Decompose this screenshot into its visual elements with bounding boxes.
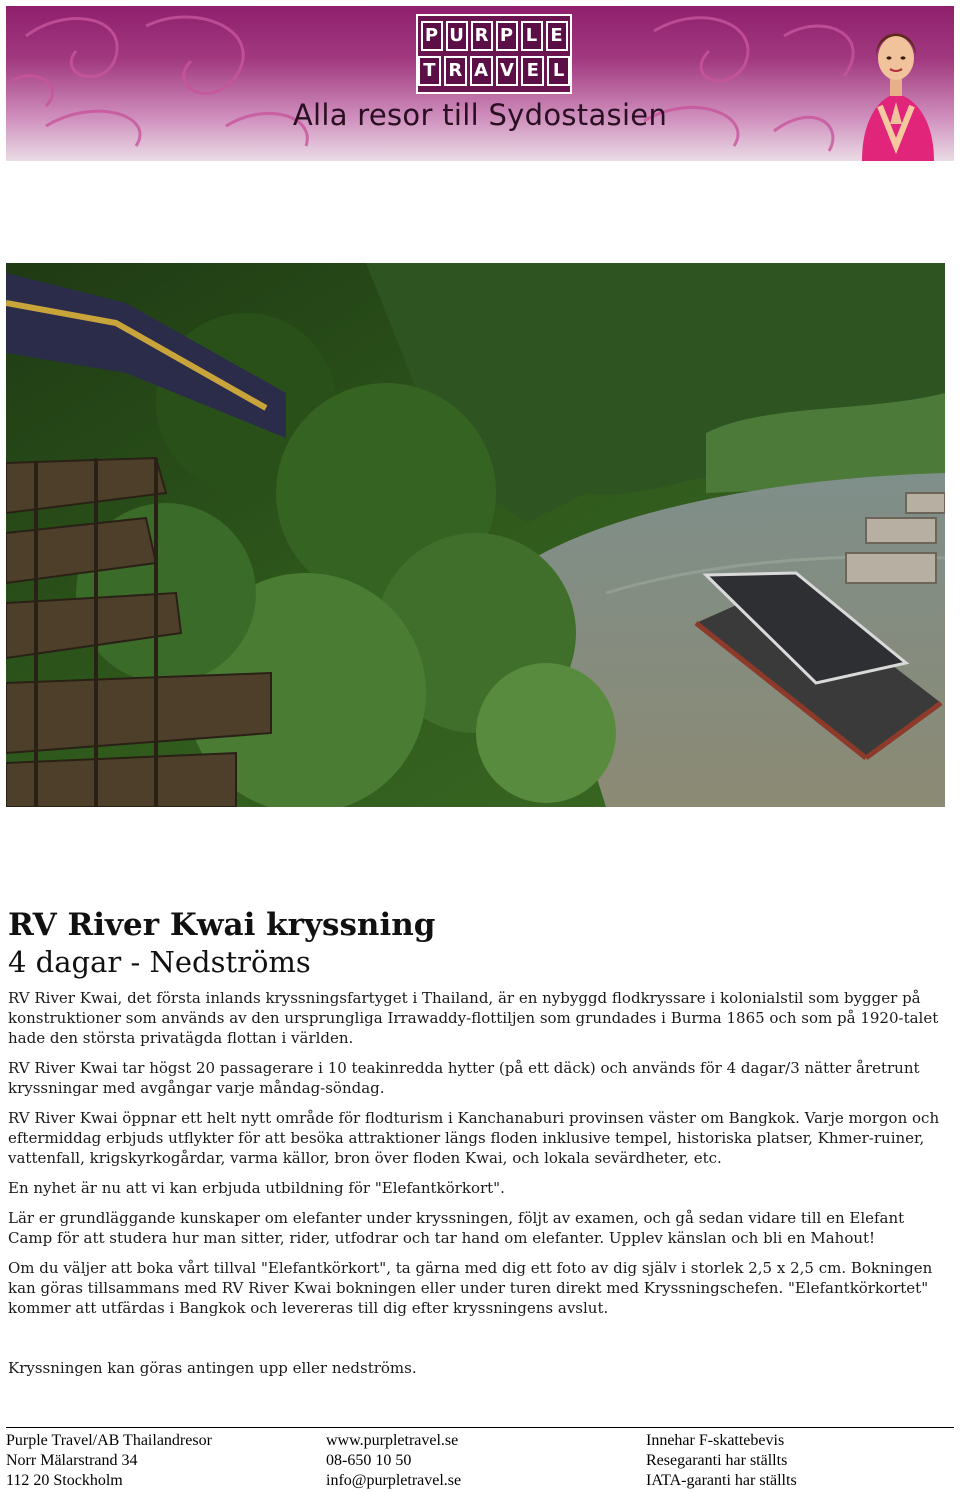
article-paragraph: RV River Kwai tar högst 20 passagerare i 10 teakinredda hytter (på ett däck) och används för 4 dagar/3 nätter åretrunt kryssningar med avgångar varje måndag-söndag. bbox=[8, 1059, 920, 1097]
decorative-swirl-left bbox=[6, 6, 336, 161]
footer-phone: 08-650 10 50 bbox=[326, 1452, 412, 1469]
article-paragraph: Om du väljer att boka vårt tillval "Elefantkörkort", ta gärna med dig ett foto av dig själv i storlek 2,5 x 2,5 cm. Bokningen kan göras tillsammans med RV River Kwai bokningen eller under turen direkt med Kryssningschefen. "Elefantkörkortet" kommer att utfärdas i Bangkok och levereras till dig efter kryssningens avslut. bbox=[8, 1259, 933, 1317]
logo-letter: A bbox=[470, 56, 493, 86]
logo-letter: R bbox=[444, 56, 467, 86]
footer-contact-column bbox=[326, 1431, 461, 1491]
footer-iata-guarantee: IATA-garanti har ställts bbox=[646, 1472, 797, 1489]
article-paragraph: RV River Kwai öppnar ett helt nytt område för flodturism i Kanchanaburi provinsen väster om Bangkok. Varje morgon och eftermiddag erbjuds utflykter för att besöka attraktioner längs floden inklusive tempel, historiska platser, Khmer-ruiner, vattenfall, krigskyrkogårdar, varma källor, bron över floden Kwai, och lokala sevärdheter, etc. bbox=[8, 1109, 940, 1167]
header-banner bbox=[6, 6, 954, 161]
logo-letter: P bbox=[496, 21, 518, 51]
footer-company-column bbox=[6, 1431, 212, 1491]
logo-letter: T bbox=[418, 56, 441, 86]
purple-travel-logo bbox=[416, 14, 572, 94]
footer-street-address: Norr Mälarstrand 34 bbox=[6, 1452, 138, 1469]
logo-letter: E bbox=[546, 21, 568, 51]
footer-tax-note: Innehar F-skattebevis bbox=[646, 1432, 785, 1449]
logo-letter: P bbox=[421, 21, 443, 51]
logo-letter: V bbox=[496, 56, 519, 86]
footer-email-link[interactable]: info@purpletravel.se bbox=[326, 1472, 462, 1489]
article bbox=[8, 906, 953, 1388]
logo-line-travel bbox=[418, 56, 570, 86]
logo-letter: L bbox=[547, 56, 570, 86]
logo-line-purple bbox=[418, 21, 570, 51]
article-subtitle: 4 dagar - Nedströms bbox=[8, 945, 311, 979]
logo-letter: E bbox=[521, 56, 544, 86]
logo-letter: L bbox=[521, 21, 543, 51]
footer-website-link[interactable]: www.purpletravel.se bbox=[326, 1432, 459, 1449]
greeting-woman-illustration bbox=[842, 6, 950, 161]
footer bbox=[6, 1427, 954, 1489]
logo-letter: U bbox=[446, 21, 468, 51]
article-title: RV River Kwai kryssning bbox=[8, 907, 436, 943]
article-paragraph: Lär er grundläggande kunskaper om elefanter under kryssningen, följt av examen, och gå sedan vidare till en Elefant Camp för att studera hur man sitter, rider, utfodrar och tar hand om elefanter. Upplev känslan och bli en Mahout! bbox=[8, 1209, 905, 1247]
river-kwai-photo bbox=[6, 263, 945, 807]
footer-guarantees-column bbox=[646, 1431, 797, 1491]
header-tagline: Alla resor till Sydostasien bbox=[292, 98, 668, 132]
logo-letter: R bbox=[471, 21, 493, 51]
article-closing-note: Kryssningen kan göras antingen upp eller nedströms. bbox=[8, 1359, 417, 1377]
footer-travel-guarantee: Resegaranti har ställts bbox=[646, 1452, 788, 1469]
article-paragraph: En nyhet är nu att vi kan erbjuda utbildning för "Elefantkörkort". bbox=[8, 1179, 505, 1197]
article-paragraph: RV River Kwai, det första inlands kryssningsfartyget i Thailand, är en nybyggd flodkryssare i kolonialstil som bygger på konstruktioner som används av den ursprungliga Irrawaddy-flottiljen som grundades i Burma 1865 och som på 1920-talet hade den största privatägda flottan i världen. bbox=[8, 989, 939, 1047]
footer-postal-address: 112 20 Stockholm bbox=[6, 1472, 123, 1489]
footer-company-name: Purple Travel/AB Thailandresor bbox=[6, 1432, 212, 1449]
